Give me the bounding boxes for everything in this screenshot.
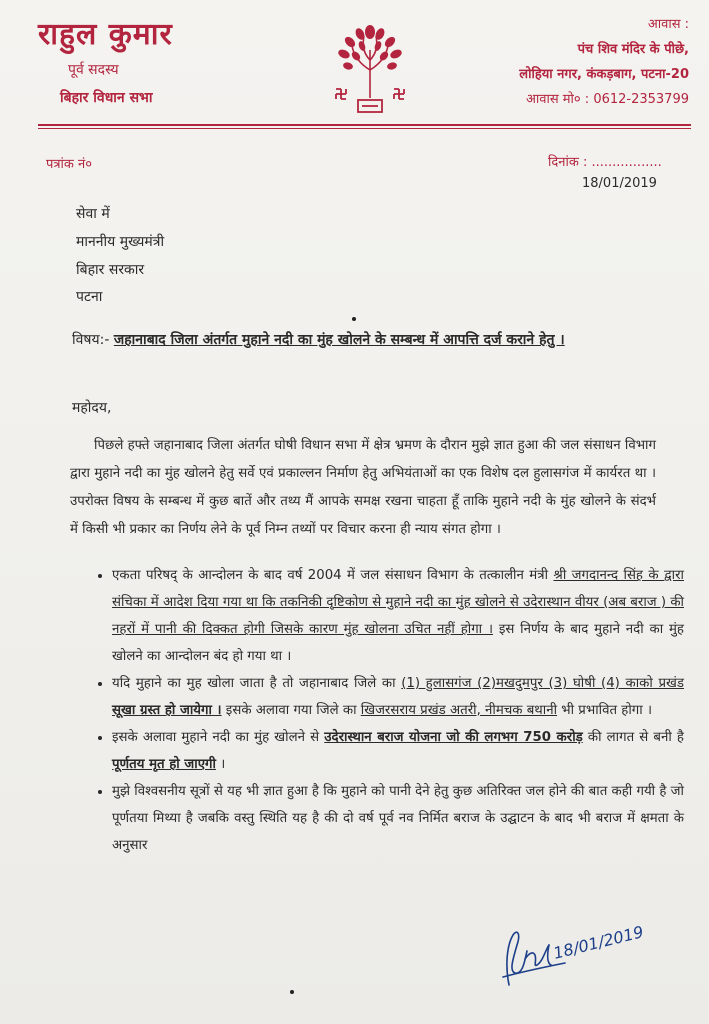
letterhead-address <box>519 12 689 112</box>
address-label: आवास : <box>647 17 689 32</box>
addressee-line-4: पटना <box>76 289 103 305</box>
list-item: • इसके अलावा मुहाने नदी का मुंह खोलने से उदेरास्थान बराज योजना जो की लगभग 750 करोड़ की लागत से बनी है पूर्णतय मृत हो जाएगी । <box>112 724 684 778</box>
addressee-line-2: माननीय मुख्यमंत्री <box>76 234 165 250</box>
date-value: 18/01/2019 <box>582 176 657 191</box>
subject-label: विषय:- <box>72 332 110 348</box>
list-item: • मुझे विश्वसनीय सूत्रों से यह भी ज्ञात हुआ है कि मुहाने को पानी देने हेतु कुछ अतिरिक्त जल होने की बात कही गयी है जो पूर्णतया मिथ्या है जबकि वस्तु स्थिति यह है की दो वर्ष पूर्व नव निर्मित बराज के उद्घाटन के बाद भी बराज में क्षमता के अनुसार <box>112 778 684 859</box>
letterhead-divider-thin <box>38 128 691 129</box>
address-line-2: लोहिया नगर, कंकड़बाग, पटना-20 <box>519 67 689 82</box>
letterhead-designation: पूर्व सदस्य <box>68 62 119 78</box>
paper-speck <box>352 317 356 321</box>
intro-paragraph: पिछले हफ्ते जहानाबाद जिला अंतर्गत घोषी विधान सभा में क्षेत्र भ्रमण के दौरान मुझे ज्ञात हुआ की जल संसाधन विभाग द्वारा मुहाने नदी का मुंह खोलने हेतु सर्वे एवं प्रकाल्लन निर्माण हेतु अभियंताओं का एक विशेष दल हुलासगंज में कार्यरत था । उपरोक्त विषय के सम्बन्ध में कुछ बातें और तथ्य मैं आपके समक्ष रखना चाहता हूँ ताकि मुहाने नदी के मुंह खोलने के संदर्भ में किसी भी प्रकार का निर्णय लेने के पूर्व निम्न तथ्यों पर विचार करना ही न्याय संगत होगा । <box>70 438 656 537</box>
salutation: महोदय, <box>72 400 112 416</box>
handwritten-signature <box>495 915 646 995</box>
letterhead-divider <box>38 124 691 126</box>
points-list <box>86 562 684 859</box>
reference-number: पत्रांक नं० <box>46 157 93 172</box>
addressee-line-1: सेवा में <box>76 206 110 222</box>
date-label: दिनांक : ................. <box>548 155 662 170</box>
tree-emblem-icon <box>330 20 410 116</box>
letterhead-assembly: बिहार विधान सभा <box>60 90 153 106</box>
addressee-line-3: बिहार सरकार <box>76 262 145 278</box>
list-item: • यदि मुहाने का मुह खोला जाता है तो जहानाबाद जिले का (1) हुलासगंज (2)मखदुमपुर (3) घोषी (4) काको प्रखंड सूखा ग्रस्त हो जायेगा । इसके अलावा गया जिले का खिजरसराय प्रखंड अतरी, नीमचक बथानी भी प्रभावित होगा । <box>112 670 684 724</box>
paper-speck <box>290 990 294 994</box>
subject-text: जहानाबाद जिला अंतर्गत मुहाने नदी का मुंह खोलने के सम्बन्ध में आपत्ति दर्ज कराने हेतु । <box>113 332 565 348</box>
letterhead-name: राहुल कुमार <box>38 17 173 52</box>
subject <box>72 326 652 354</box>
address-phone: आवास मो० : 0612-2353799 <box>525 92 689 107</box>
address-line-1: पंच शिव मंदिर के पीछे, <box>577 42 689 57</box>
signature-date: 18/01/2019 <box>551 922 646 963</box>
list-item: • एकता परिषद् के आन्दोलन के बाद वर्ष 2004 में जल संसाधन विभाग के तत्कालीन मंत्री श्री जगदानन्द सिंह के द्वारा संचिका में आदेश दिया गया था कि तकनिकी दृष्टिकोण से मुहाने नदी का मुंह खोलने से उदेरास्थान वीयर (अब बराज ) की नहरों में पानी की दिक्कत होगी जिसके कारण मुंह खोलना उचित नहीं होगा । इस निर्णय के बाद मुहाने नदी का मुंह खोलने का आन्दोलन बंद हो गया था । <box>112 562 684 670</box>
